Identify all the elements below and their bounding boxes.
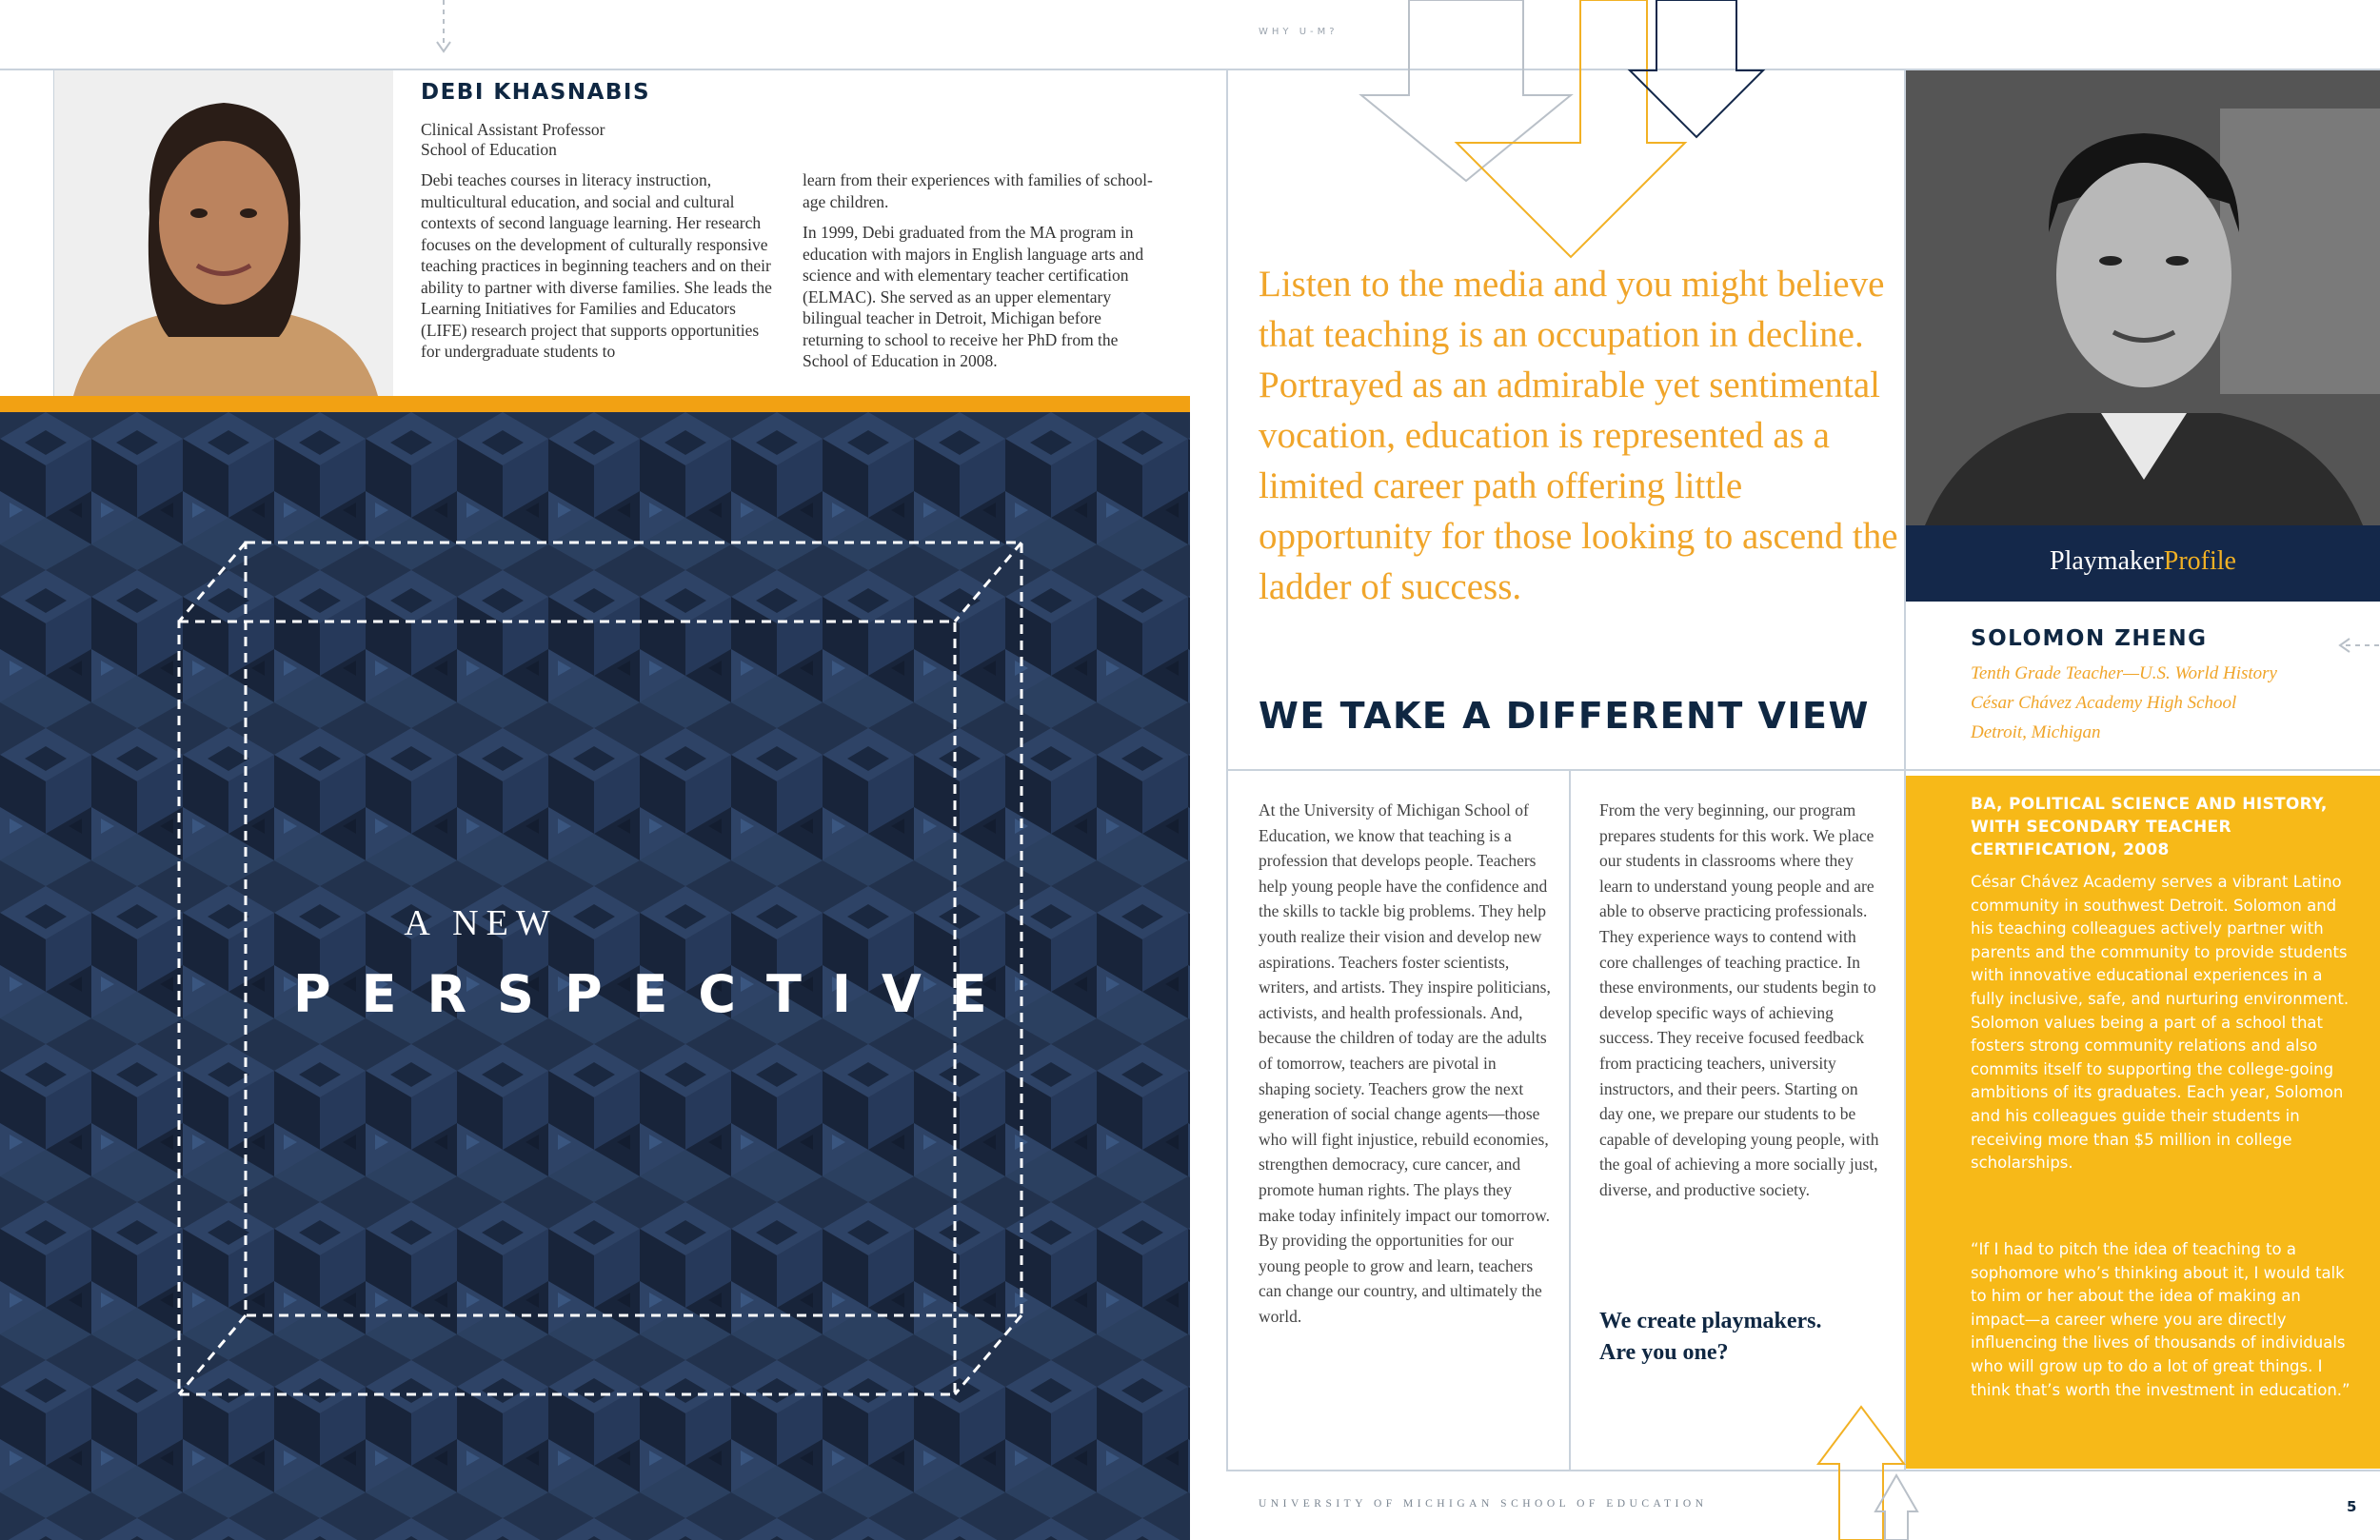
playmaker-name: SOLOMON ZHENG xyxy=(1971,626,2208,651)
faculty-name: DEBI KHASNABIS xyxy=(421,80,651,105)
arrows-decor-top xyxy=(1352,0,1790,276)
frame-line-bottom xyxy=(1226,1470,2380,1471)
section-label: WHY U-M? xyxy=(1259,27,1339,37)
profile-label-main: Playmaker xyxy=(2050,546,2164,576)
section-heading: WE TAKE A DIFFERENT VIEW xyxy=(1259,695,1870,737)
tagline xyxy=(1599,1306,1822,1369)
playmaker-degree: BA, POLITICAL SCIENCE AND HISTORY, WITH SECONDARY TEACHER CERTIFICATION, 2008 xyxy=(1971,795,2328,859)
arrow-left-icon xyxy=(2334,636,2380,655)
faculty-bio-col1 xyxy=(421,169,781,372)
faculty-bio-col2 xyxy=(803,169,1162,382)
portrait-photo-debi xyxy=(54,70,393,396)
playmaker-details-box xyxy=(1906,776,2380,1469)
portrait-photo-solomon xyxy=(1906,70,2380,525)
body-column-2: From the very beginning, our program prepares students for this work. We place our students in classrooms where they learn to understand young people and are able to observe practicing professionals. They experience ways to contend with core challenges of teaching practice. In these environments, our students begin to develop specific ways of achieving success. They receive focused feedback from practicing teachers, university instructors, and their peers. Starting on day one, we prepare our students to be capable of developing young people, with the goal of achieving a more socially just, diverse, and productive society. xyxy=(1599,800,1879,1199)
body-column-1: At the University of Michigan School of Education, we know that teaching is a profession that develops people. Teachers help young people have the confidence and the skills to tackle big problems. They help youth realize their vision and develop new aspirations. Teachers foster scientists, writers, and artists. They inspire politicians, activists, and health professionals. And, because the children of today are the adults of tomorrow, teachers are pivotal in shaping society. Teachers grow the next generation of social change agents—those who will fight injustice, rebuild economies, strengthen democracy, cure cancer, and promote human rights. The plays they make today infinitely impact our tomorrow. By providing the opportunities for our young people to grow and learn, teachers can change our country, and ultimately the world. xyxy=(1259,800,1551,1326)
footer-org: UNIVERSITY OF MICHIGAN SCHOOL OF EDUCATION xyxy=(1259,1498,1708,1510)
faculty-title-line1: Clinical Assistant Professor xyxy=(421,120,605,139)
pull-quote: Listen to the media and you might believe that teaching is an occupation in decline. Portrayed as an admirable yet sentimental vocation, education is represented as a limited career path offering little opportunity for those looking to ascend the ladder of success. xyxy=(1259,264,1898,607)
faculty-title xyxy=(421,120,605,160)
playmaker-quote: “If I had to pitch the idea of teaching to a sophomore who’s thinking about it, I would talk to him or her about the idea of making an impact—a career where you are directly influencing the lives of thousands of individuals who will grow up to do a lot of great things. I think that’s worth the investment in education.” xyxy=(1971,1240,2350,1399)
playmaker-profile-band xyxy=(1906,525,2380,602)
cover-title-line1: A NEW xyxy=(404,903,558,943)
playmaker-role-line2: César Chávez Academy High School xyxy=(1971,693,2237,713)
cover-title-line2: PERSPECTIVE xyxy=(293,964,1018,1024)
playmaker-role xyxy=(1971,659,2277,747)
page-number: 5 xyxy=(2347,1498,2357,1515)
cover-pattern-panel xyxy=(0,412,1190,1540)
playmaker-profile-label xyxy=(1906,546,2380,577)
faculty-bio-col2-p1: learn from their experiences with families of school-age children. xyxy=(803,170,1153,211)
frame-line-columns xyxy=(1226,769,2380,771)
frame-line-center xyxy=(1226,70,1228,1471)
profile-label-accent: Profile xyxy=(2163,546,2236,576)
faculty-title-line2: School of Education xyxy=(421,140,557,159)
playmaker-role-line3: Detroit, Michigan xyxy=(1971,722,2101,742)
playmaker-bio: César Chávez Academy serves a vibrant Latino community in southwest Detroit. Solomon and his teaching colleagues actively partner with parents and the community to provide students with innovative educational experiences in a fully inclusive, safe, and nurturing environment. Solomon values being a part of a school that fosters strong community relations and also commits itself to supporting the college-going ambitions of its graduates. Each year, Solomon and his colleagues guide their students in receiving more than $5 million in college scholarships. xyxy=(1971,873,2350,1173)
faculty-bio-col1-text: Debi teaches courses in literacy instruction, multicultural education, and social and cultural contexts of second language learning. Her research focuses on the development of culturally responsive teaching practices in beginning teachers and on their ability to partner with diverse families. She leads the Learning Initiatives for Families and Educators (LIFE) research project that supports opportunities for undergraduate students to xyxy=(421,170,772,361)
faculty-bio-col2-p2: In 1999, Debi graduated from the MA program in education with majors in English language arts and science and with elementary teacher certification (ELMAC). She served as an upper elementary bilingual teacher in Detroit, Michigan before returning to school to receive her PhD from the School of Education in 2008. xyxy=(803,223,1144,370)
tagline-line1: We create playmakers. xyxy=(1599,1309,1822,1333)
tagline-line2: Are you one? xyxy=(1599,1340,1729,1365)
frame-line-mid xyxy=(1569,771,1571,1471)
arrow-down-icon xyxy=(434,0,453,59)
accent-bar xyxy=(0,396,1190,412)
playmaker-role-line1: Tenth Grade Teacher—U.S. World History xyxy=(1971,663,2277,683)
